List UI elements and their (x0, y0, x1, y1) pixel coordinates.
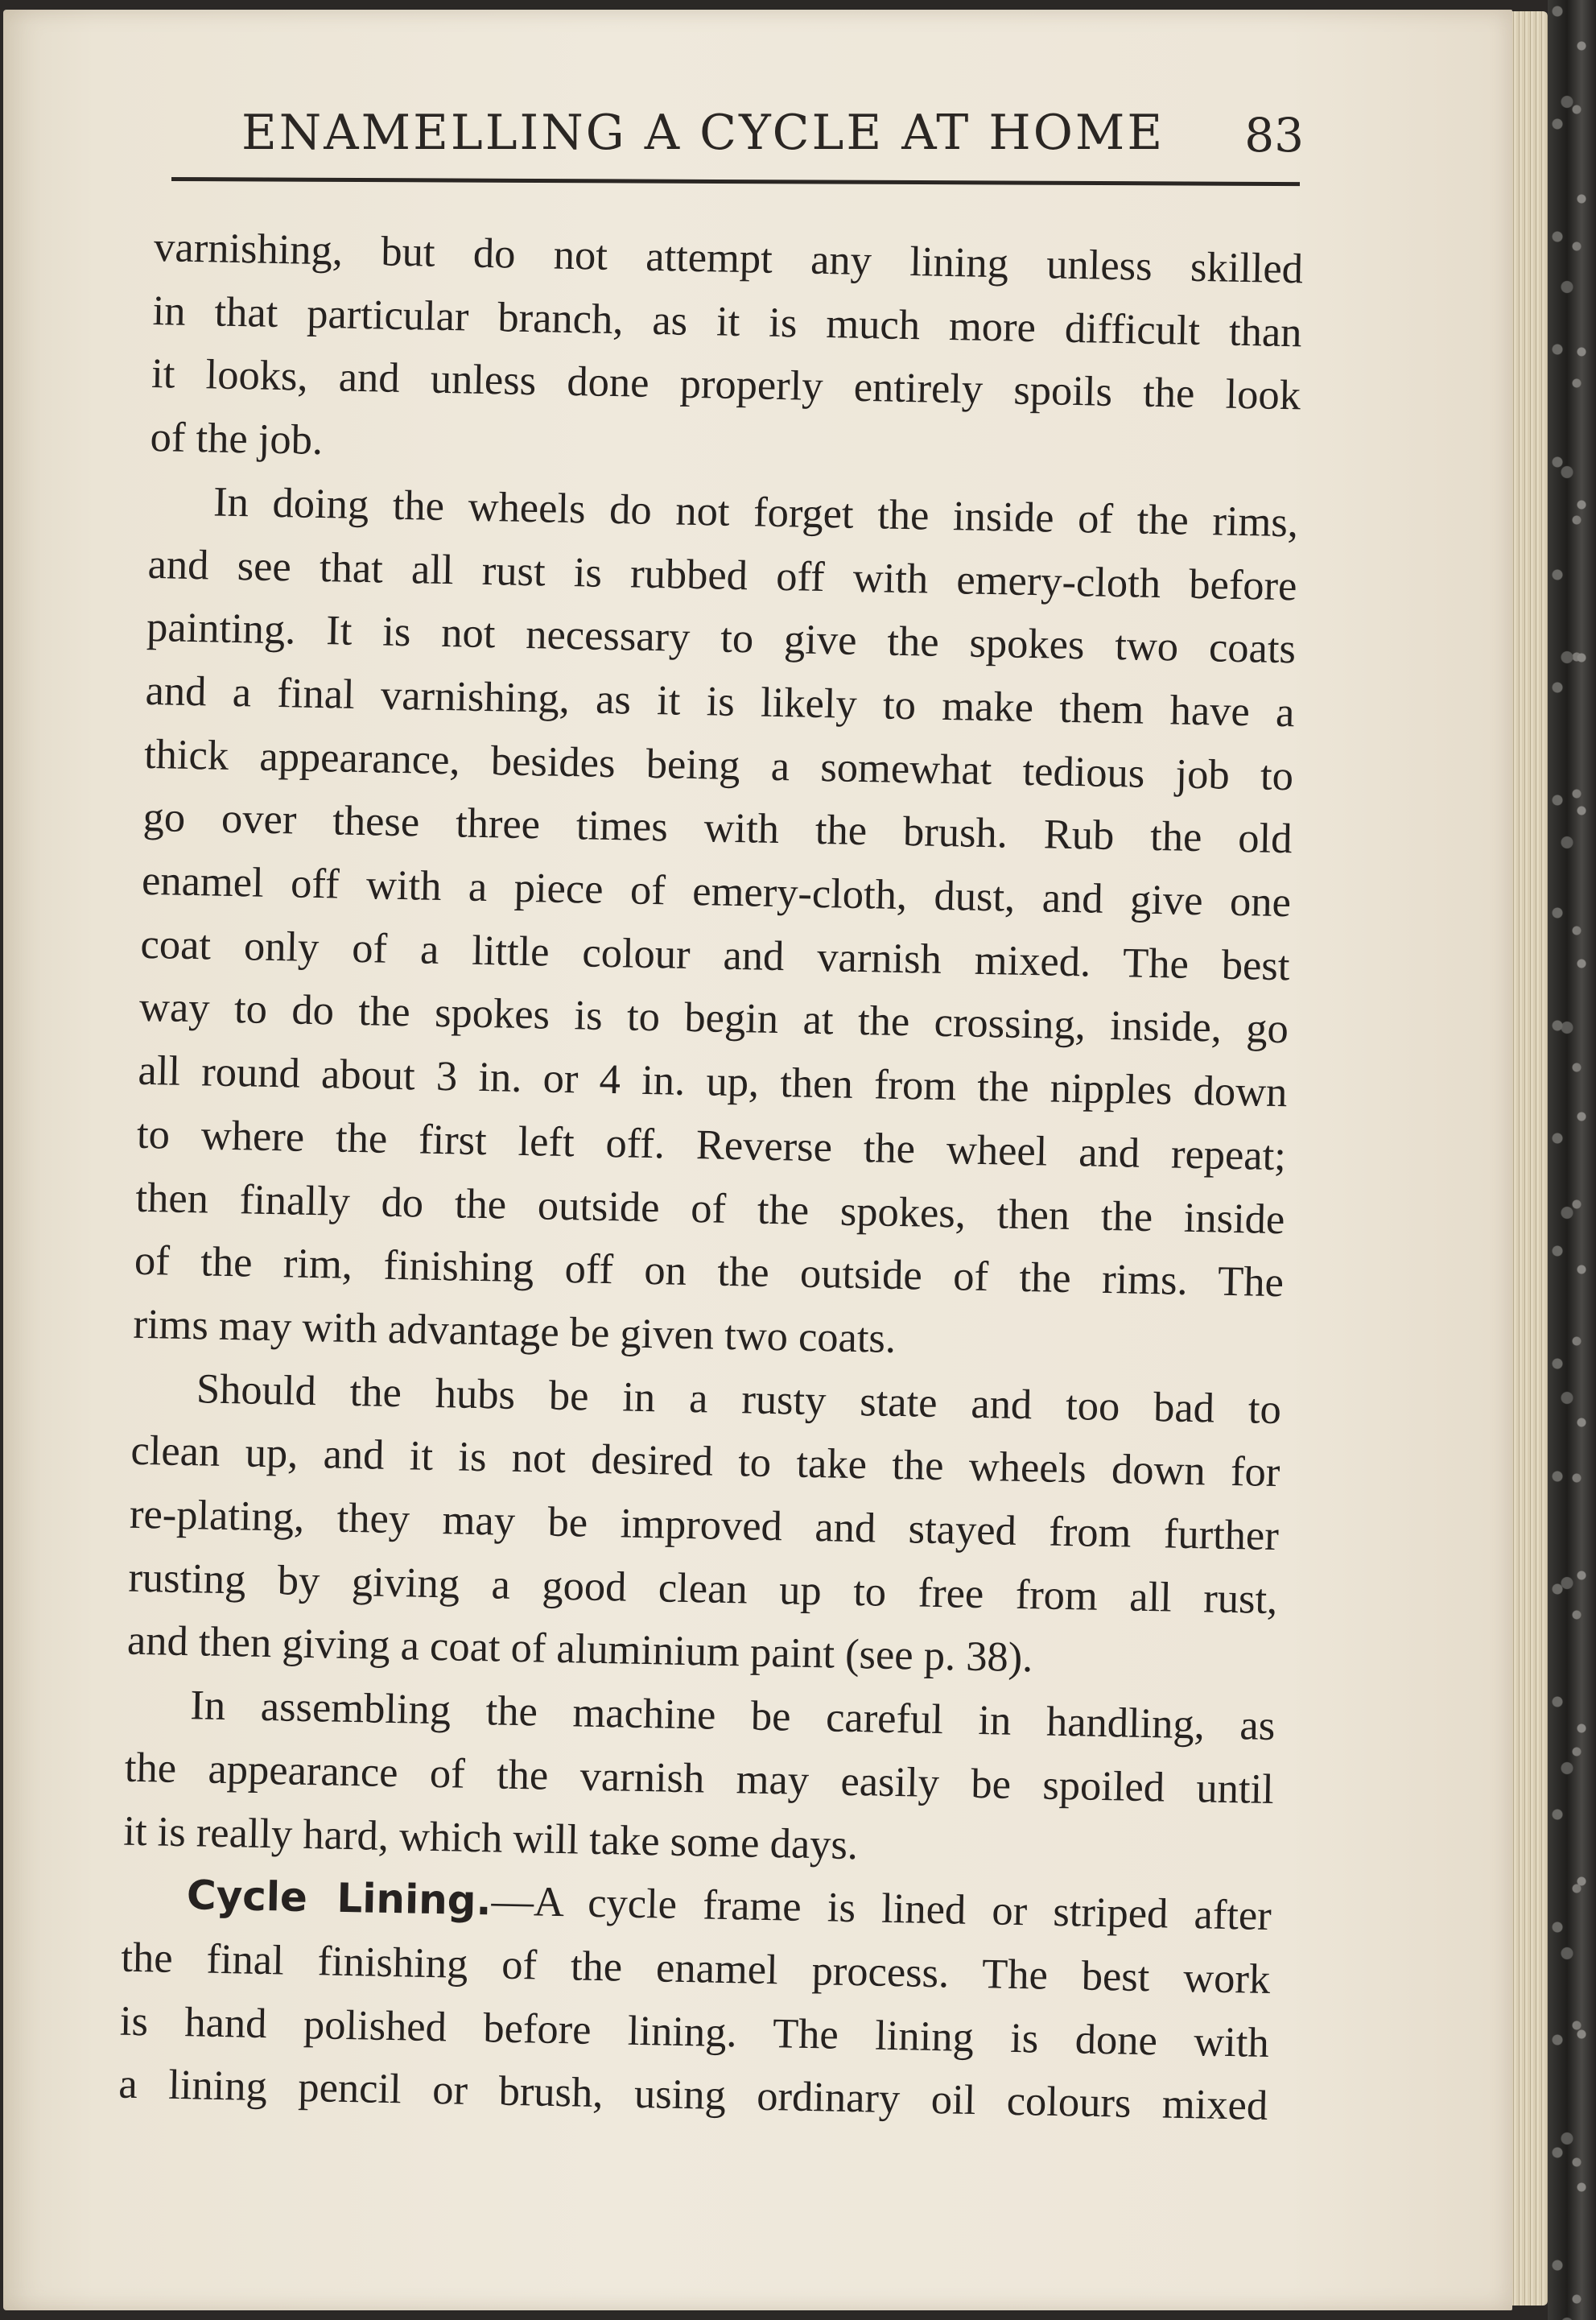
body-text (118, 216, 1304, 2138)
text-line: then finally do the outside of the spokes, then the inside (135, 1174, 1285, 1243)
text-line: to where the first left off. Reverse the wheel and repeat; (136, 1110, 1287, 1180)
book-cover-edge (1548, 0, 1596, 2320)
text-line: Should the hubs be in a rusty state and too bad to (196, 1364, 1282, 1433)
running-header (241, 105, 1304, 169)
text-line: In assembling the machine be careful in handling, as (189, 1682, 1276, 1750)
text-line: and then giving a coat of aluminium paint (see p. 38). (126, 1617, 1033, 1682)
text-line: a lining pencil or brush, using ordinary oil colours mixed (118, 2060, 1268, 2130)
text-line: enamel off with a piece of emery-cloth, dust, and give one (141, 857, 1292, 927)
running-title: ENAMELLING A CYCLE AT HOME (241, 105, 1165, 161)
text-line: coat only of a little colour and varnish mixed. The best (140, 920, 1290, 989)
text-line: rims may with advantage be given two coats. (133, 1300, 897, 1362)
text-line: in that particular branch, as it is much more difficult than (152, 287, 1303, 357)
run-in-heading: Cycle Lining. (186, 1872, 493, 1925)
text-line: re-plating, they may be improved and stayed from further (129, 1490, 1280, 1560)
text-line: is hand polished before lining. The lining is done with (119, 1997, 1270, 2066)
page-number: 83 (1244, 108, 1304, 163)
text-line: it looks, and unless done properly entirely spoils the look (151, 350, 1301, 419)
text-line: thick appearance, besides being a somewhat tedious job to (143, 730, 1294, 799)
text-line: it is really hard, which will take some days. (122, 1807, 859, 1868)
text-line: the appearance of the varnish may easily be spoiled until (124, 1744, 1275, 1813)
text-line: of the rim, finishing off on the outside of the rims. The (134, 1237, 1285, 1307)
text-line: and see that all rust is rubbed off with emery-cloth before (147, 540, 1297, 609)
text-line: clean up, and it is not desired to take the wheels down for (130, 1427, 1281, 1496)
page-block-edges (1511, 11, 1548, 2306)
heading-continuation: —A cycle frame is lined or striped after (490, 1877, 1272, 1940)
text-line: of the job. (150, 414, 324, 464)
text-line: varnishing, but do not attempt any lining unless skilled (153, 223, 1304, 293)
text-line: painting. It is not necessary to give the spokes two coats (146, 604, 1297, 673)
text-line: the final finishing of the enamel process. The best work (120, 1934, 1271, 2003)
text-line: In doing the wheels do not forget the inside of the rims, (212, 478, 1299, 547)
text-line: go over these three times with the brush. Rub the old (142, 794, 1293, 863)
text-line: way to do the spokes is to begin at the crossing, inside, go (138, 984, 1289, 1053)
text-line: rusting by giving a good clean up to free from all rust, (127, 1554, 1278, 1623)
text-line: and a final varnishing, as it is likely to make them have a (145, 667, 1295, 737)
text-line: all round about 3 in. or 4 in. up, then from the nipples down (138, 1046, 1288, 1117)
